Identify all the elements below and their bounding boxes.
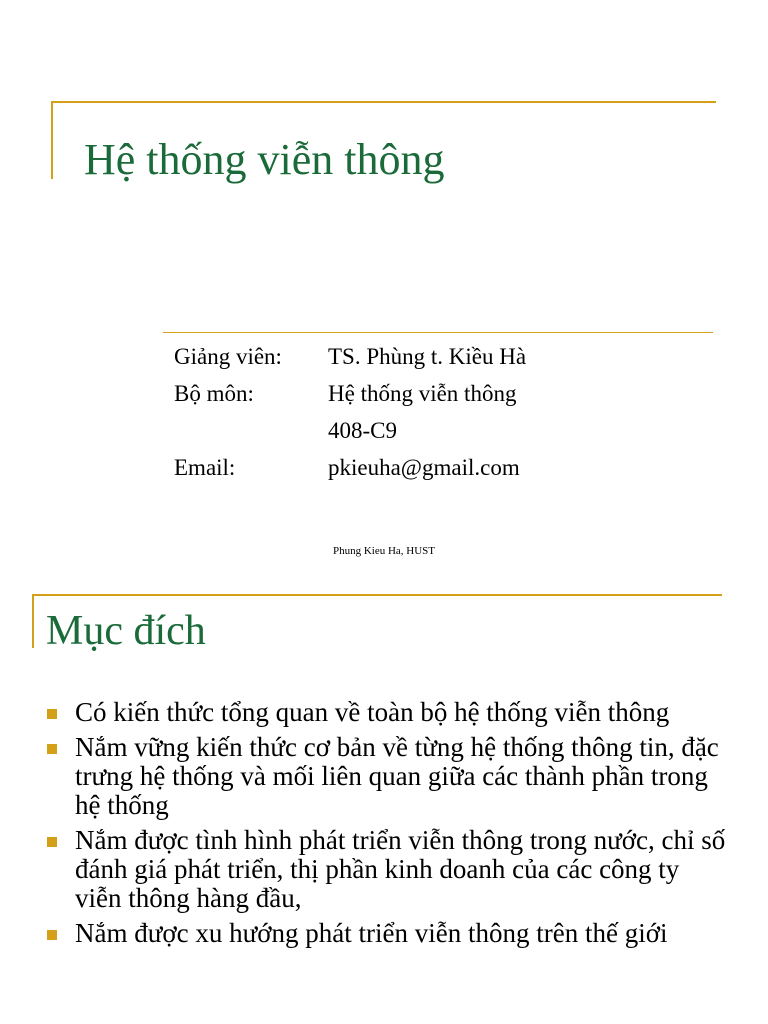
square-bullet-icon [47,930,57,940]
square-bullet-icon [47,709,57,719]
list-item [0,698,768,727]
info-label [174,412,328,449]
title-top-rule [32,594,722,596]
info-row-email [174,449,526,486]
list-item [0,919,768,948]
title-side-rule [32,594,34,648]
info-value: 408-C9 [328,418,397,443]
list-item-text: Có kiến thức tổng quan về toàn bộ hệ thống viễn thông [75,697,670,727]
info-row-room [174,412,526,449]
list-item-text: Nắm được tình hình phát triển viễn thông trong nước, chỉ số đánh giá phát triển, thị phần kinh doanh của các công ty viễn thông hàng đầu, [75,825,726,913]
list-item [0,733,768,820]
title-top-rule [51,101,716,103]
info-value: TS. Phùng t. Kiều Hà [328,344,527,369]
objectives-slide [0,580,768,1024]
square-bullet-icon [47,837,57,847]
list-item [0,826,768,913]
list-item-text: Nắm vững kiến thức cơ bản về từng hệ thống thông tin, đặc trưng hệ thống và mối liên quan giữa các thành phần trong hệ thống [75,732,719,820]
square-bullet-icon [47,744,57,754]
info-label: Bộ môn: [174,381,254,406]
info-label: Email: [174,455,236,480]
lecturer-info [174,338,526,486]
info-row-department [174,375,526,412]
info-label: Giảng viên: [174,344,282,369]
info-value: Hệ thống viễn thông [328,381,517,406]
slide-title: Hệ thống viễn thông [84,135,445,184]
objectives-list [0,698,768,954]
title-side-rule [51,101,53,179]
slide-title: Mục đích [46,608,206,654]
info-top-rule [163,332,713,333]
list-item-text: Nắm được xu hướng phát triển viễn thông trên thế giới [75,918,668,948]
slide-footer: Phung Kieu Ha, HUST [332,545,436,557]
info-value: pkieuha@gmail.com [328,455,520,480]
info-row-lecturer [174,338,526,375]
